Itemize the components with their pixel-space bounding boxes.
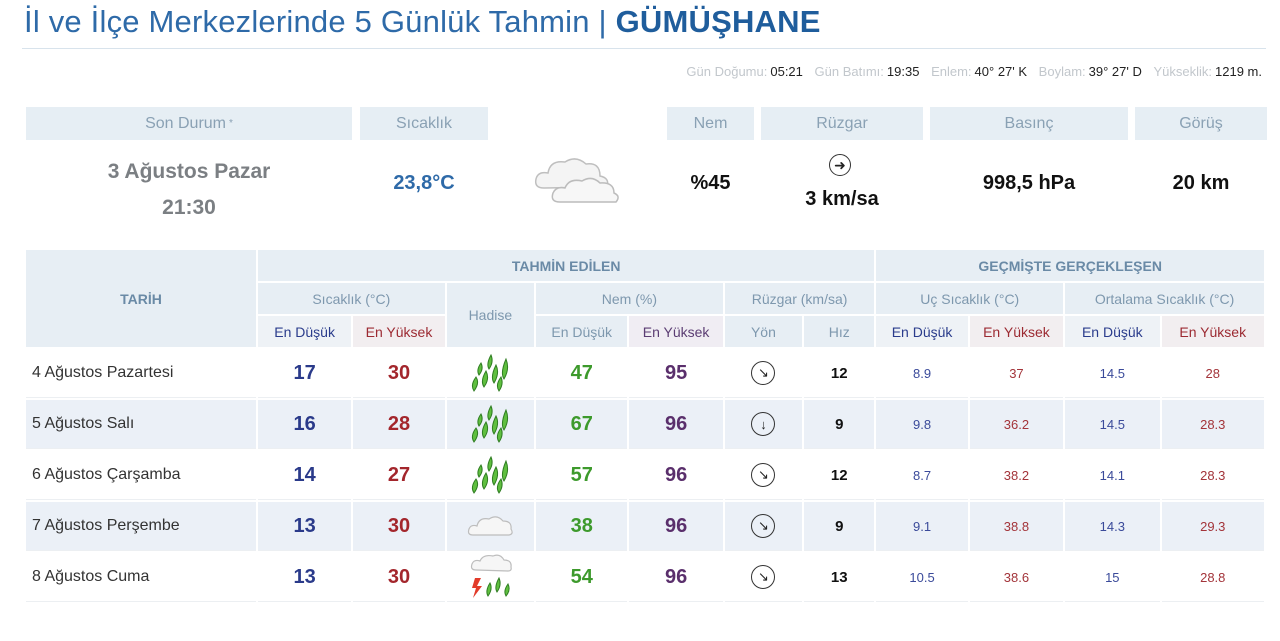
col-temp-header: Sıcaklık (°C)	[258, 283, 445, 314]
rain-icon	[466, 431, 514, 447]
humidity-low: 67	[536, 400, 627, 449]
latitude-label: Enlem:	[931, 64, 972, 79]
temp-high: 27	[353, 451, 444, 500]
temp-low: 16	[258, 400, 351, 449]
avg-high: 28	[1162, 349, 1265, 398]
altitude-value: 1219 m.	[1215, 64, 1262, 79]
forecast-table	[24, 248, 1266, 604]
wind-speed: 12	[804, 451, 874, 500]
temp-low: 13	[258, 553, 351, 602]
current-status-header-label: Son Durum	[145, 114, 226, 132]
col-avg-temp-header: Ortalama Sıcaklık (°C)	[1065, 283, 1264, 314]
avg-high-header: En Yüksek	[1162, 316, 1265, 347]
location-meta	[678, 64, 1262, 79]
table-row	[26, 502, 1264, 551]
humidity-high-header: En Yüksek	[629, 316, 722, 347]
arrow-right-icon: ➜	[829, 154, 851, 176]
row-date: 5 Ağustos Salı	[26, 400, 256, 449]
extreme-high-header: En Yüksek	[970, 316, 1063, 347]
extreme-high: 37	[970, 349, 1063, 398]
weather-event	[447, 502, 534, 551]
current-time: 21:30	[162, 196, 216, 219]
current-temp-header: Sıcaklık	[360, 107, 488, 140]
extreme-high: 38.8	[970, 502, 1063, 551]
current-temp-value: 23,8°C	[393, 172, 455, 194]
humidity-low: 38	[536, 502, 627, 551]
extreme-high: 38.6	[970, 553, 1063, 602]
temp-high: 30	[353, 502, 444, 551]
current-status-header	[26, 107, 352, 140]
humidity-low: 54	[536, 553, 627, 602]
humidity-high: 95	[629, 349, 722, 398]
avg-low: 14.1	[1065, 451, 1159, 500]
longitude-value: 39° 27' D	[1088, 64, 1142, 79]
temp-low: 17	[258, 349, 351, 398]
col-date-header: TARİH	[26, 250, 256, 347]
row-date: 7 Ağustos Perşembe	[26, 502, 256, 551]
avg-high: 28.3	[1162, 451, 1265, 500]
sunrise-label: Gün Doğumu:	[686, 64, 768, 79]
col-humidity-header: Nem (%)	[536, 283, 723, 314]
extreme-low-header: En Düşük	[876, 316, 967, 347]
extreme-low: 8.7	[876, 451, 967, 500]
extreme-high: 36.2	[970, 400, 1063, 449]
col-event-header: Hadise	[447, 283, 534, 347]
sunset-label: Gün Batımı:	[814, 64, 884, 79]
forecast-group-header: TAHMİN EDİLEN	[258, 250, 874, 281]
avg-high: 29.3	[1162, 502, 1265, 551]
cloudy-icon	[465, 526, 515, 542]
rain-icon	[466, 482, 514, 498]
current-status-asterisk: *	[229, 118, 233, 129]
rain-icon	[466, 380, 514, 396]
current-pressure-value: 998,5 hPa	[982, 172, 1076, 194]
current-humidity-header: Nem	[667, 107, 754, 140]
sunrise-value: 05:21	[770, 64, 803, 79]
avg-high: 28.8	[1162, 553, 1265, 602]
temp-high-header: En Yüksek	[353, 316, 444, 347]
col-extreme-temp-header: Uç Sıcaklık (°C)	[876, 283, 1063, 314]
humidity-high: 96	[629, 553, 722, 602]
wind-dir-header: Yön	[725, 316, 802, 347]
wind-direction	[725, 553, 802, 602]
current-wind-value: 3 km/sa	[805, 188, 879, 210]
avg-high: 28.3	[1162, 400, 1265, 449]
wind-direction	[725, 502, 802, 551]
table-row	[26, 451, 1264, 500]
temp-high: 30	[353, 349, 444, 398]
temp-low-header: En Düşük	[258, 316, 351, 347]
page-title	[24, 4, 821, 40]
wind-speed: 12	[804, 349, 874, 398]
row-date: 6 Ağustos Çarşamba	[26, 451, 256, 500]
extreme-high: 38.2	[970, 451, 1063, 500]
humidity-low: 47	[536, 349, 627, 398]
wind-direction	[725, 400, 802, 449]
humidity-low-header: En Düşük	[536, 316, 627, 347]
arrow-southeast-icon: ↘	[751, 514, 775, 538]
wind-speed: 13	[804, 553, 874, 602]
temp-low: 13	[258, 502, 351, 551]
current-humidity-value: %45	[690, 172, 731, 194]
thunderstorm-icon	[466, 585, 514, 601]
current-visibility-value: 20 km	[1172, 172, 1230, 194]
weather-event	[447, 400, 534, 449]
current-pressure-header: Basınç	[930, 107, 1128, 140]
wind-speed: 9	[804, 400, 874, 449]
row-date: 4 Ağustos Pazartesi	[26, 349, 256, 398]
temp-high: 28	[353, 400, 444, 449]
arrow-south-icon: ↓	[751, 412, 775, 436]
sunset-value: 19:35	[886, 64, 920, 79]
temp-high: 30	[353, 553, 444, 602]
cloudy-icon	[530, 150, 622, 211]
avg-low-header: En Düşük	[1065, 316, 1159, 347]
table-row	[26, 400, 1264, 449]
weather-event	[447, 349, 534, 398]
row-date: 8 Ağustos Cuma	[26, 553, 256, 602]
humidity-high: 96	[629, 400, 722, 449]
arrow-southeast-icon: ↘	[751, 565, 775, 589]
city-name: GÜMÜŞHANE	[615, 4, 821, 39]
avg-low: 14.3	[1065, 502, 1159, 551]
wind-direction	[725, 451, 802, 500]
table-row	[26, 349, 1264, 398]
extreme-low: 8.9	[876, 349, 967, 398]
wind-speed-header: Hız	[804, 316, 874, 347]
current-wind-header: Rüzgar	[761, 107, 923, 140]
wind-direction	[725, 349, 802, 398]
arrow-southeast-icon: ↘	[751, 361, 775, 385]
current-datetime	[26, 154, 352, 226]
avg-low: 14.5	[1065, 400, 1159, 449]
past-group-header: GEÇMİŞTE GERÇEKLEŞEN	[876, 250, 1264, 281]
altitude-label: Yükseklik:	[1153, 64, 1213, 79]
latitude-value: 40° 27' K	[974, 64, 1028, 79]
avg-low: 14.5	[1065, 349, 1159, 398]
humidity-high: 96	[629, 451, 722, 500]
extreme-low: 9.1	[876, 502, 967, 551]
weather-event	[447, 553, 534, 602]
weather-event	[447, 451, 534, 500]
humidity-high: 96	[629, 502, 722, 551]
extreme-low: 9.8	[876, 400, 967, 449]
temp-low: 14	[258, 451, 351, 500]
page-title-prefix: İl ve İlçe Merkezlerinde 5 Günlük Tahmin |	[24, 4, 607, 39]
longitude-label: Boylam:	[1038, 64, 1086, 79]
col-wind-header: Rüzgar (km/sa)	[725, 283, 875, 314]
current-date: 3 Ağustos Pazar	[107, 160, 271, 183]
table-row	[26, 553, 1264, 602]
arrow-southeast-icon: ↘	[751, 463, 775, 487]
extreme-low: 10.5	[876, 553, 967, 602]
avg-low: 15	[1065, 553, 1159, 602]
current-visibility-header: Görüş	[1135, 107, 1267, 140]
humidity-low: 57	[536, 451, 627, 500]
wind-speed: 9	[804, 502, 874, 551]
title-divider	[22, 48, 1266, 49]
